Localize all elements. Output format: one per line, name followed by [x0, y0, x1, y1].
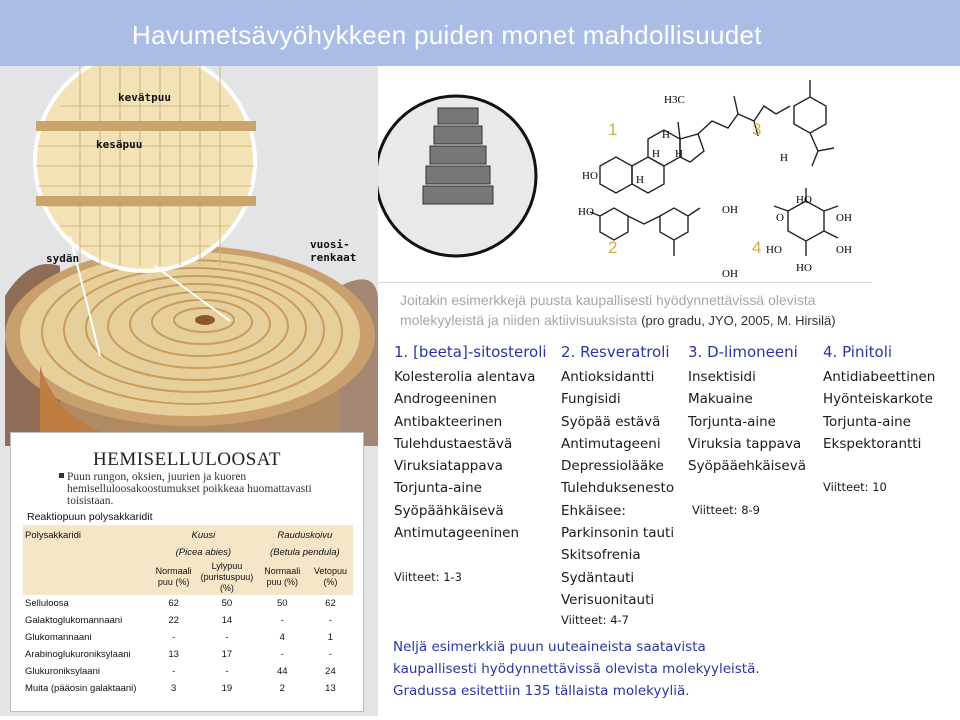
activity-item: Kolesterolia alentava — [394, 369, 536, 385]
table-caption: Reaktiopuun polysakkaridit — [27, 511, 153, 523]
column-header: Polysakkaridi — [23, 525, 150, 545]
atom-label: H — [675, 148, 683, 160]
atom-label: HO — [796, 262, 812, 274]
column-subheader: Lylypuu (puristuspuu) (%) — [197, 559, 256, 595]
table-cell: 17 — [221, 649, 233, 660]
conclusion-line: Gradussa esitettiin 135 tällaista molekyyliä. — [393, 683, 690, 699]
atom-label: HO — [582, 170, 598, 182]
atom-label: O — [776, 212, 784, 224]
page-title: Havumetsävyöhykkeen puiden monet mahdollisuudet — [132, 20, 762, 50]
activity-item: Sydäntauti — [561, 569, 635, 586]
caption-line-2: molekyyleistä ja niiden aktiivisuuksista — [400, 312, 638, 328]
table-cell: 24 — [325, 666, 336, 677]
table-cell: 44 — [276, 666, 288, 677]
table-cell: 1 — [327, 632, 334, 643]
table-cell: - — [280, 649, 284, 660]
table-cell: 22 — [168, 615, 179, 626]
activity-item: Syöpää estävä — [561, 413, 661, 430]
column-header: Rauduskoivu — [257, 525, 353, 545]
row-label: Arabinoglukuroniksylaani — [25, 649, 131, 660]
activity-item: Viruksia tappava — [688, 435, 802, 452]
activity-item: Depressiolääke — [561, 458, 664, 475]
atom-label: H3C — [664, 94, 685, 106]
molecule-1-number: 1 — [608, 120, 618, 139]
table-cell: - — [172, 632, 176, 643]
atom-label: HO — [766, 244, 782, 256]
table-cell: 13 — [325, 683, 336, 694]
activity-item: Verisuonitauti — [561, 591, 655, 608]
hemi-subtitle-line: toisistaan. — [67, 495, 114, 507]
column-header: 3. D-limoneeni — [688, 343, 798, 361]
column-header: Kuusi — [150, 525, 257, 545]
table-cell: - — [172, 666, 176, 677]
table-cell: - — [280, 615, 284, 626]
label-kevatpuu: kevätpuu — [118, 91, 171, 104]
species-latin: (Picea abies) — [150, 545, 257, 559]
table-row — [23, 680, 353, 697]
bullet-icon — [59, 473, 64, 478]
activity-item: Makuaine — [688, 391, 753, 408]
molecule-drawings — [378, 66, 872, 282]
column-subheader: Vetopuu (%) — [308, 559, 353, 595]
atom-label: H — [636, 174, 644, 186]
column-resveratroli — [561, 343, 674, 611]
row-label: Glukuroniksylaani — [25, 666, 100, 677]
label-vuosirenkaat: vuosi- renkaat — [310, 238, 357, 264]
table-cell: 50 — [221, 598, 233, 609]
hemi-title: HEMISELLULOOSAT — [93, 449, 281, 470]
row-label: Selluloosa — [25, 598, 69, 609]
molecule-2-number: 2 — [608, 238, 618, 257]
citation: Viitteet: 10 — [823, 480, 887, 494]
table-row — [23, 595, 353, 612]
activity-item: Ekspektorantti — [823, 435, 922, 452]
conclusion-line: kaupallisesti hyödynnettävissä olevista molekyyleistä. — [393, 661, 760, 677]
activity-item: Tulehduksenesto — [561, 480, 675, 497]
hemi-subtitle-line: hemiselluloosakoostumukset poikkeaa huomattavasti — [67, 483, 312, 495]
polysaccharide-table — [23, 525, 353, 697]
hemi-subtitle-line: Puun rungon, oksien, juurien ja kuoren — [67, 471, 247, 483]
atom-label: OH — [722, 268, 738, 280]
citation: Viitteet: 1-3 — [394, 570, 462, 584]
activity-item: Skitsofrenia — [561, 547, 641, 564]
table-cell: - — [225, 666, 229, 677]
table-cell: 14 — [221, 615, 233, 626]
table-row — [23, 612, 353, 629]
column-header: 2. Resveratroli — [561, 343, 670, 361]
table-row — [23, 629, 353, 646]
table-row — [23, 663, 353, 680]
activity-item: Torjunta-aine — [688, 413, 776, 430]
table-cell: 13 — [168, 649, 179, 660]
atom-label: OH — [836, 244, 852, 256]
activity-item: Tulehdustaestävä — [394, 435, 513, 452]
citation: Viitteet: 8-9 — [692, 503, 760, 517]
column-header: 4. Pinitoli — [823, 343, 893, 361]
activity-item: Hyönteiskarkote — [823, 391, 933, 408]
activity-item: Antioksidantti — [561, 369, 655, 385]
table-cell: - — [225, 632, 229, 643]
activity-item: Antidiabeettinen — [823, 369, 936, 385]
column-d-limoneeni — [688, 343, 806, 477]
atom-label: H — [780, 152, 788, 164]
activity-item: Viruksiatappava — [394, 458, 503, 475]
atom-label: H — [652, 148, 660, 160]
species-latin: (Betula pendula) — [257, 545, 353, 559]
hemicellulose-panel — [10, 432, 364, 712]
table-cell: 2 — [279, 683, 285, 694]
conclusion-text — [393, 636, 760, 702]
activity-item: Insektisidi — [688, 369, 756, 385]
column-pinitoli — [823, 343, 935, 455]
label-sydan: sydän — [46, 252, 80, 265]
column-header: 1. [beeta]-sitosteroli — [394, 343, 547, 361]
activity-item: Antibakteerinen — [394, 413, 503, 430]
atom-label: HO — [578, 206, 594, 218]
title-bar — [0, 0, 960, 66]
table-cell: 50 — [276, 598, 288, 609]
column-subheader: Normaali puu (%) — [150, 559, 197, 595]
activity-item: Antimutageeninen — [394, 525, 520, 542]
table-cell: 19 — [221, 683, 233, 694]
atom-label: HO — [796, 194, 812, 206]
activity-item: Parkinsonin tauti — [561, 525, 675, 542]
activity-item: Syöpääehkäisevä — [688, 458, 806, 475]
caption-line-1: Joitakin esimerkkejä puusta kaupallisesti hyödynnettävissä olevista — [400, 292, 816, 308]
row-label: Galaktoglukomannaani — [25, 615, 123, 626]
column-sitosteroli — [394, 343, 547, 544]
citation: Viitteet: 4-7 — [561, 613, 629, 627]
activity-item: Antimutageeni — [561, 435, 661, 452]
conclusion-line: Neljä esimerkkiä puun uuteaineista saatavista — [393, 639, 706, 655]
activity-item: Torjunta-aine — [394, 480, 482, 497]
table-cell: 3 — [171, 683, 177, 694]
molecule-3-number: 3 — [752, 120, 762, 139]
table-cell: - — [328, 615, 333, 626]
table-row — [23, 646, 353, 663]
atom-label: OH — [836, 212, 852, 224]
activity-item: Ehkäisee: — [561, 502, 626, 519]
column-subheader: Normaali puu (%) — [257, 559, 308, 595]
table-cell: 62 — [168, 598, 179, 609]
atom-label: OH — [722, 204, 738, 216]
activity-item: Syöpäähkäisevä — [394, 502, 504, 519]
molecule-4-number: 4 — [752, 238, 762, 257]
label-kesapuu: kesäpuu — [96, 138, 143, 151]
row-label: Glukomannaani — [25, 632, 92, 643]
table-cell: 4 — [279, 632, 285, 643]
activity-item: Torjunta-aine — [823, 413, 911, 430]
activity-item: Androgeeninen — [394, 391, 497, 408]
hemi-subtitle — [67, 471, 312, 507]
molecules-caption — [400, 290, 940, 331]
table-cell: 62 — [325, 598, 336, 609]
atom-label: H — [662, 129, 670, 141]
row-label: Muita (pääosin galaktaani) — [25, 683, 137, 694]
table-cell: - — [328, 649, 333, 660]
activity-item: Fungisidi — [561, 391, 621, 408]
molecule-structures — [378, 66, 872, 283]
caption-reference: (pro gradu, JYO, 2005, M. Hirsilä) — [641, 313, 836, 328]
